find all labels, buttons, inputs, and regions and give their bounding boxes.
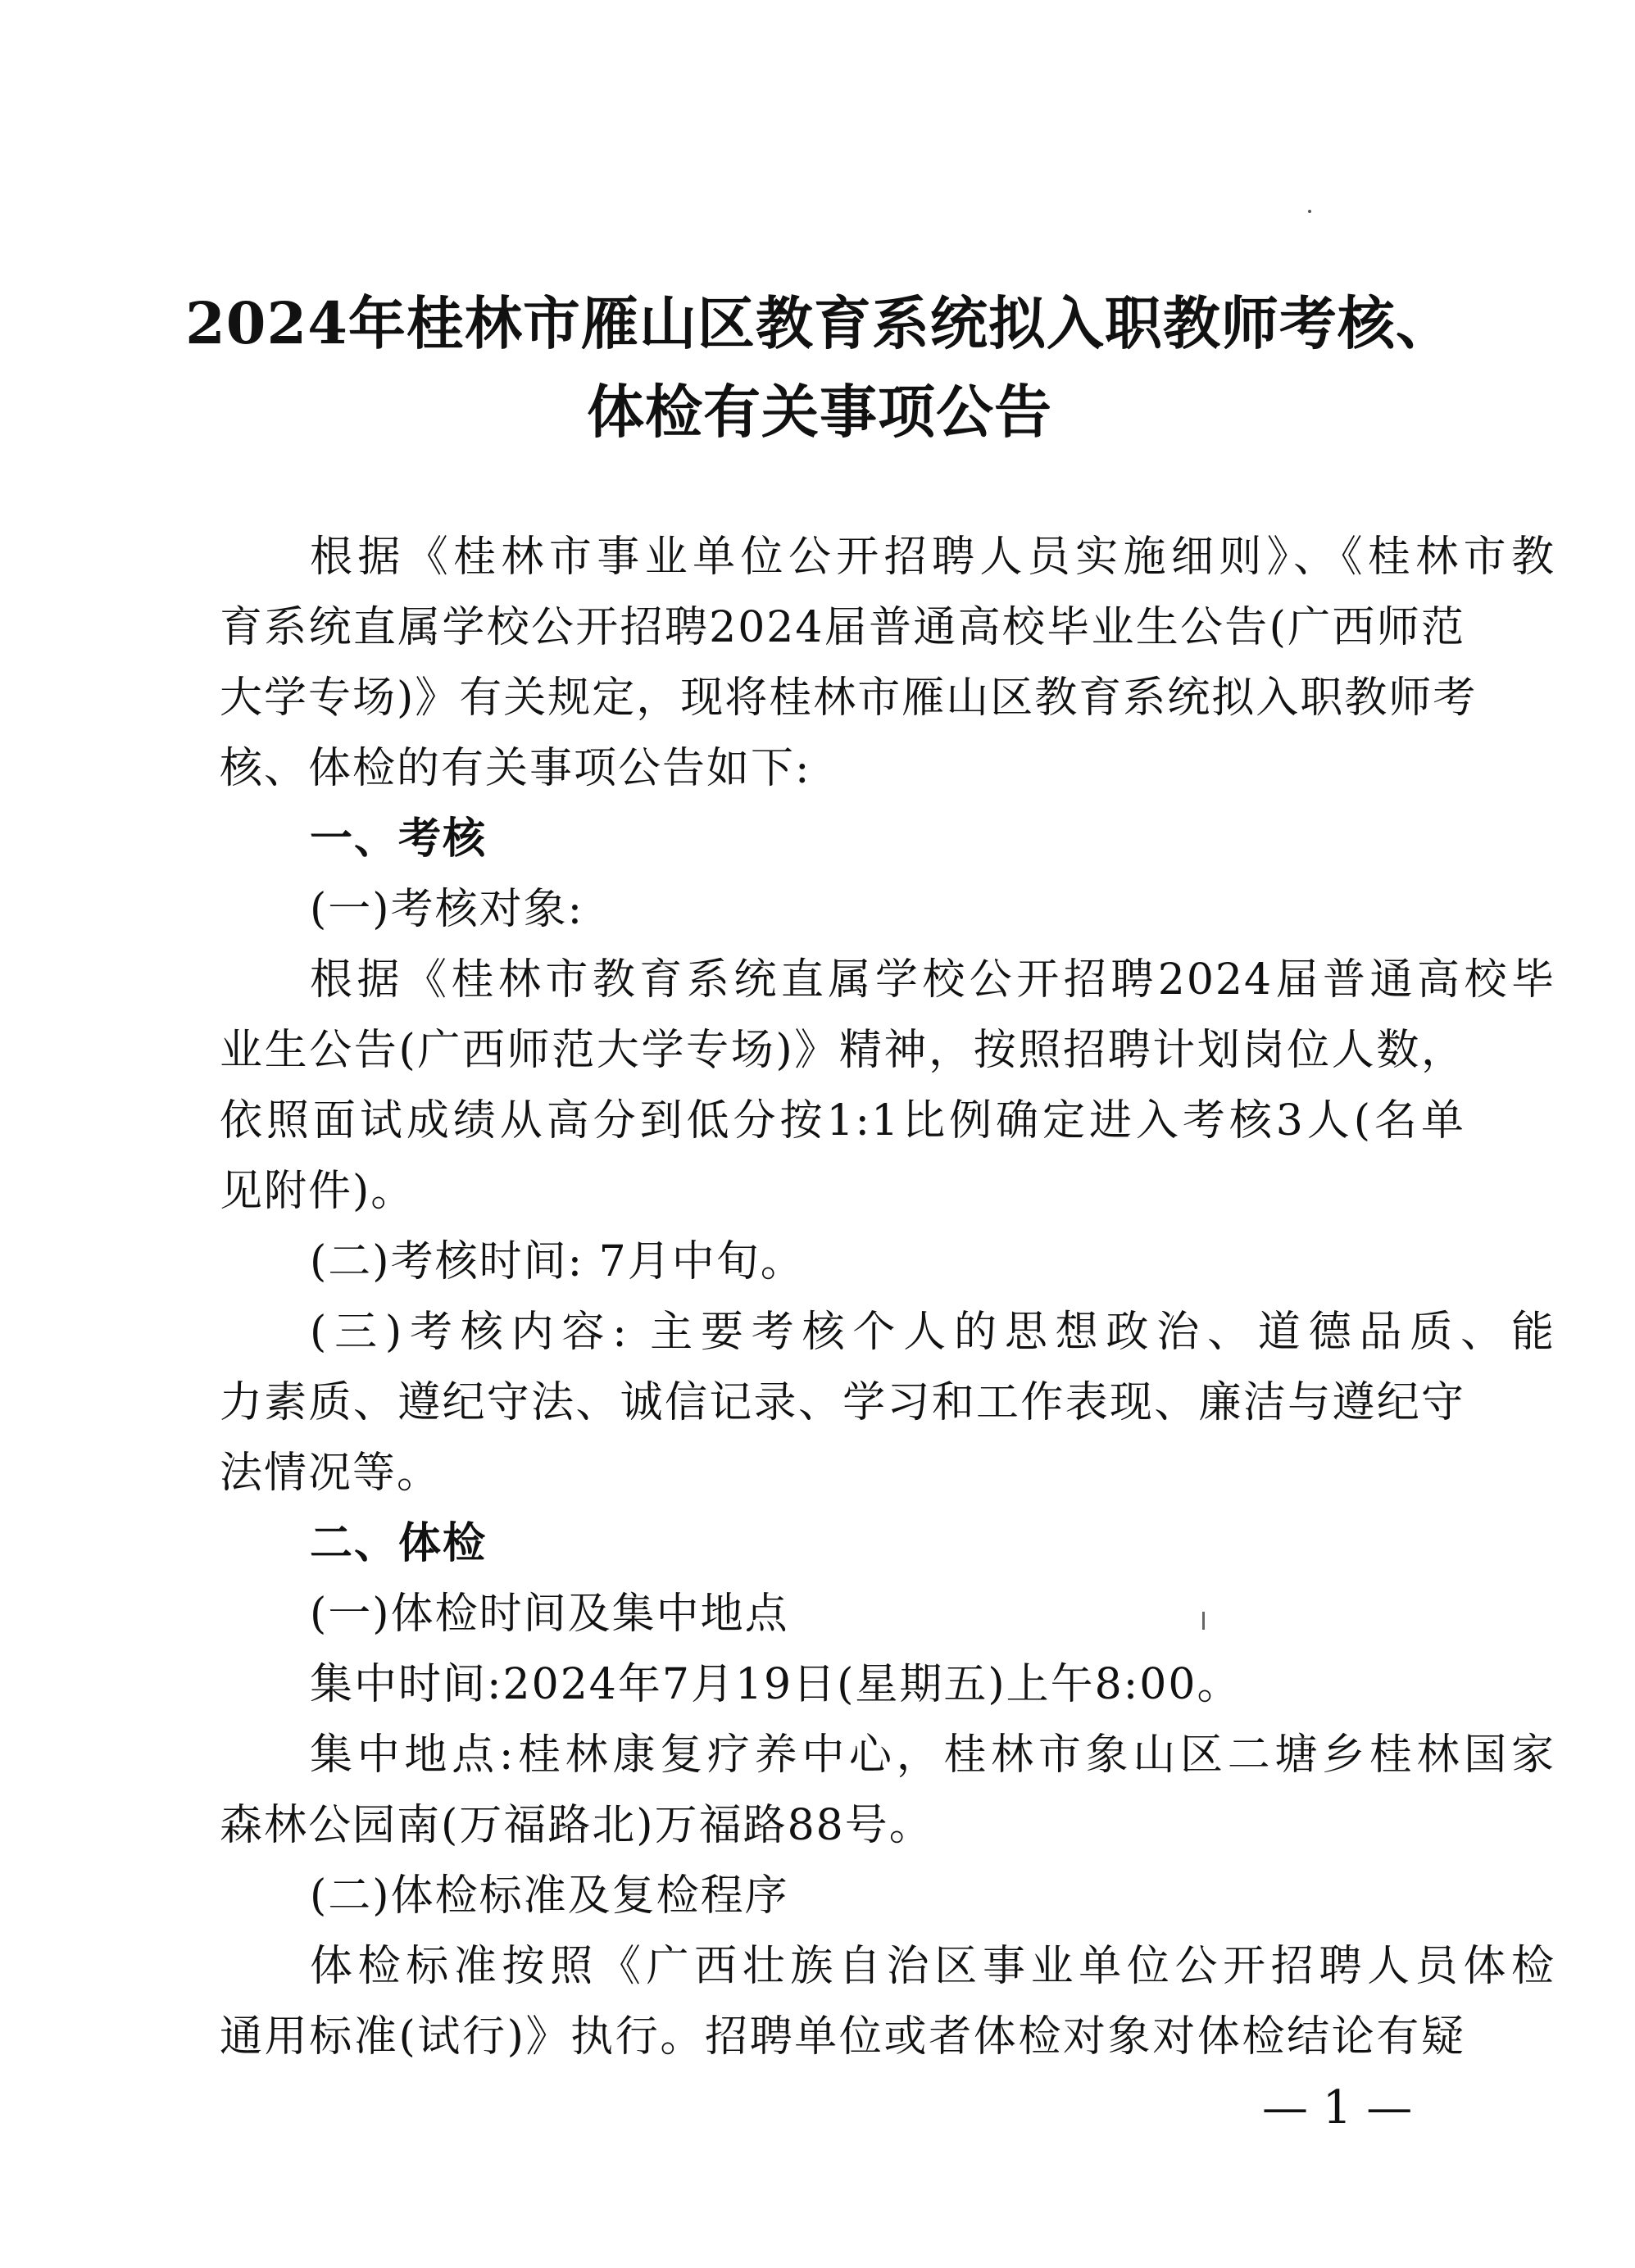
subheading-assessment-time: (二)考核时间: 7月中旬。 bbox=[310, 1237, 805, 1286]
paragraph-line: 森林公园南(万福路北)万福路88号。 bbox=[220, 1801, 933, 1850]
subheading-medical-standard: (二)体检标准及复检程序 bbox=[310, 1871, 789, 1921]
paragraph-line: 体检标准按照《广西壮族自治区事业单位公开招聘人员体检 bbox=[310, 1942, 1556, 1991]
paragraph-line: 集中时间:2024年7月19日(星期五)上午8:00。 bbox=[310, 1660, 1242, 1709]
paragraph-line: 见附件)。 bbox=[220, 1167, 416, 1216]
paragraph-line: 育系统直属学校公开招聘2024届普通高校毕业生公告(广西师范 bbox=[220, 603, 1465, 652]
subheading-assessment-content: (三)考核内容: 主要考核个人的思想政治、道德品质、能 bbox=[310, 1308, 1556, 1357]
paragraph-line: 根据《桂林市教育系统直属学校公开招聘2024届普通高校毕 bbox=[310, 955, 1556, 1005]
paragraph-line: 法情况等。 bbox=[220, 1449, 442, 1498]
paragraph-line: 力素质、遵纪守法、诚信记录、学习和工作表现、廉洁与遵纪守 bbox=[220, 1378, 1465, 1427]
paragraph-line: 核、体检的有关事项公告如下: bbox=[220, 744, 811, 793]
paragraph-line: 根据《桂林市事业单位公开招聘人员实施细则》、《桂林市教 bbox=[310, 533, 1556, 582]
subheading-medical-time-place: (一)体检时间及集中地点 bbox=[310, 1590, 789, 1639]
page-number: — 1 — bbox=[1262, 2081, 1413, 2134]
paragraph-line: 依照面试成绩从高分到低分按1:1比例确定进入考核3人(名单 bbox=[220, 1096, 1465, 1145]
title-line-1: 2024年桂林市雁山区教育系统拟入职教师考核、 bbox=[185, 289, 1454, 357]
paragraph-line: 大学专场)》有关规定，现将桂林市雁山区教育系统拟入职教师考 bbox=[220, 674, 1478, 723]
title-line-2: 体检有关事项公告 bbox=[587, 378, 1052, 446]
section-heading-medical: 二、体检 bbox=[310, 1518, 488, 1568]
paragraph-line: 集中地点:桂林康复疗养中心，桂林市象山区二塘乡桂林国家 bbox=[310, 1730, 1556, 1780]
paragraph-line: 通用标准(试行)》执行。招聘单位或者体检对象对体检结论有疑 bbox=[220, 2012, 1465, 2062]
scan-speck bbox=[1308, 210, 1311, 213]
subheading-assessment-target: (一)考核对象: bbox=[310, 885, 584, 934]
paragraph-line: 业生公告(广西师范大学专场)》精神，按照招聘计划岗位人数， bbox=[220, 1026, 1465, 1075]
section-heading-assessment: 一、考核 bbox=[310, 814, 488, 864]
